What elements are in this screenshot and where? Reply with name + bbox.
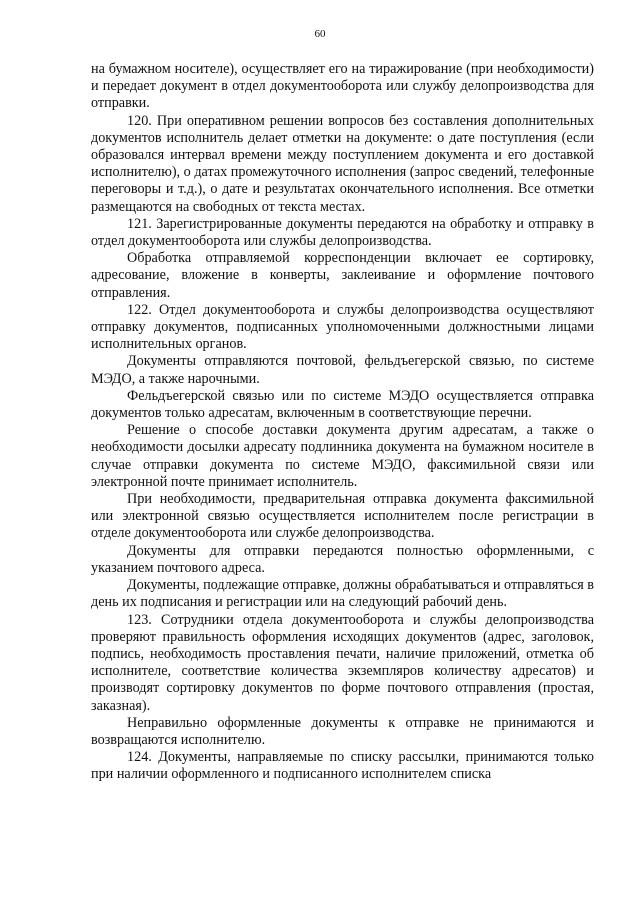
paragraph-122: 122. Отдел документооборота и службы делопроизводства осуществляют отправку документов, подписанных уполномоченными должностными лицами исполнительных органов. — [91, 301, 594, 353]
paragraph-courier-medo: Фельдъегерской связью или по системе МЭДО осуществляется отправка документов только адресатам, включенным в соответствующие перечни. — [91, 387, 594, 422]
document-body — [91, 61, 594, 784]
paragraph-rejected: Неправильно оформленные документы к отправке не принимаются и возвращаются исполнителю. — [91, 714, 594, 748]
page-number: 60 — [314, 28, 326, 40]
paragraph-same-day: Документы, подлежащие отправке, должны обрабатываться и отправляться в день их подписания и регистрации или на следующий рабочий день. — [91, 577, 594, 611]
paragraph-delivery-decision: Решение о способе доставки документа другим адресатам, а также о необходимости досылки адресату подлинника документа на бумажном носителе в случае отправки документа по системе МЭДО, факсимильной связи или электронной почте принимает исполнитель. — [91, 422, 594, 490]
paragraph-123: 123. Сотрудники отдела документооборота и службы делопроизводства проверяют правильность оформления исходящих документов (адрес, заголовок, подпись, необходимость проставления печати, наличие приложений, отметка об исполнителе, соответствие количества экземпляров количеству адресатов) и производят сортировку документов по форме почтового отправления (простая, заказная). — [91, 611, 594, 714]
paragraph-preliminary-sending: При необходимости, предварительная отправка документа факсимильной или электронной связью осуществляется исполнителем после регистрации в отделе документооборота или службе делопроизводства. — [91, 491, 594, 542]
paragraph-124: 124. Документы, направляемые по списку рассылки, принимаются только при наличии оформленного и подписанного исполнителем списка — [91, 749, 594, 783]
paragraph-120: 120. При оперативном решении вопросов без составления дополнительных документов исполнитель делает отметки на документе: о дате поступления (если образовался интервал времени между поступлением документа и его доставкой исполнителю), о датах промежуточного исполнения (запрос сведений, телефонные переговоры и т.д.), о дате и результатах окончательного исполнения. Все отметки размещаются на свободных от текста местах. — [91, 112, 594, 215]
paragraph-continuation: на бумажном носителе), осуществляет его на тиражирование (при необходимости) и передает документ в отдел документооборота или службу делопроизводства для отправки. — [91, 61, 594, 112]
paragraph-delivery-methods: Документы отправляются почтовой, фельдъегерской связью, по системе МЭДО, а также нарочными. — [91, 353, 594, 387]
paragraph-processing: Обработка отправляемой корреспонденции включает ее сортировку, адресование, вложение в конверты, заклеивание и оформление почтового отправления. — [91, 250, 594, 301]
paragraph-121: 121. Зарегистрированные документы передаются на обработку и отправку в отдел документооборота или службы делопроизводства. — [91, 215, 594, 250]
paragraph-fully-formatted: Документы для отправки передаются полностью оформленными, с указанием почтового адреса. — [91, 542, 594, 576]
